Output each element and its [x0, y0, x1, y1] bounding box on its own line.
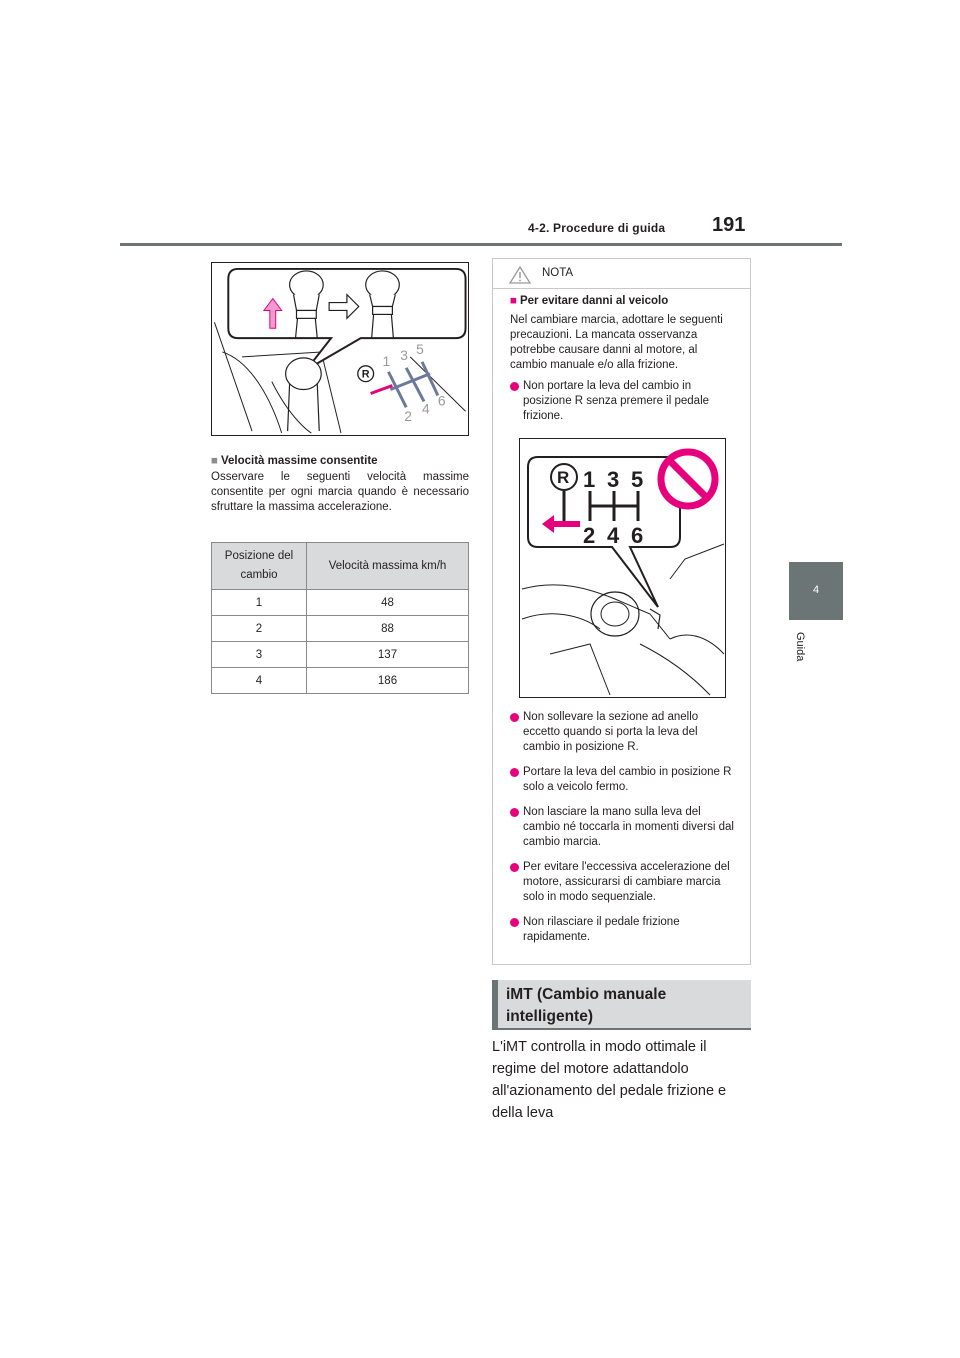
- svg-text:5: 5: [416, 340, 424, 357]
- svg-text:2: 2: [404, 408, 412, 425]
- table-row: 1 48: [212, 590, 469, 616]
- square-bullet-icon: ■: [510, 295, 517, 307]
- table-header-gear: Posizione del cambio: [212, 543, 307, 590]
- note-title: NOTA: [542, 267, 574, 279]
- page-number: 191: [712, 214, 746, 236]
- note-bullet: Per evitare l'eccessiva accelerazione del motore, assicurarsi di cambiare marcia solo in modo sequenziale.: [510, 860, 736, 905]
- bullet-dot-icon: [510, 808, 519, 817]
- svg-text:3: 3: [607, 467, 620, 492]
- svg-text:5: 5: [631, 467, 644, 492]
- bullet-dot-icon: [510, 713, 519, 722]
- table-row: 3 137: [212, 642, 469, 668]
- svg-text:R: R: [557, 468, 570, 487]
- svg-text:6: 6: [437, 392, 446, 409]
- imt-heading: iMT (Cambio manuale intelligente): [492, 980, 751, 1030]
- reverse-warning-figure: [519, 438, 726, 698]
- reverse-warning-illustration: [520, 439, 725, 697]
- bullet-dot-icon: [510, 768, 519, 777]
- header-rule: [120, 243, 842, 246]
- table-header-speed: Velocità massima km/h: [307, 543, 469, 590]
- chapter-tab[interactable]: [789, 562, 843, 620]
- note-bullet: Portare la leva del cambio in posizione R solo a veicolo fermo.: [510, 765, 736, 795]
- bullet-dot-icon: [510, 382, 519, 391]
- note-bullet: Non rilasciare il pedale frizione rapidamente.: [510, 915, 736, 945]
- speed-section-heading: ■ Velocità massime consentite: [211, 455, 378, 467]
- warning-triangle-icon: [509, 266, 531, 284]
- svg-text:R: R: [361, 368, 370, 381]
- speed-section-description: Osservare le seguenti velocità massime consentite per ogni marcia quando è necessario sfruttare la massima accelerazione.: [211, 471, 469, 513]
- chapter-label: Guida: [794, 632, 806, 662]
- chapter-number: 4: [812, 584, 820, 596]
- imt-description: L'iMT controlla in modo ottimale il regime del motore adattandolo all'azionamento del pedale frizione e della leva: [492, 1039, 727, 1121]
- note-bullet: Non portare la leva del cambio in posizione R senza premere il pedale frizione.: [510, 379, 736, 424]
- svg-text:4: 4: [422, 400, 430, 417]
- table-row: 2 88: [212, 616, 469, 642]
- gear-lever-figure: [211, 262, 469, 436]
- section-title: 4-2. Procedure di guida: [528, 221, 666, 235]
- svg-text:1: 1: [382, 352, 391, 369]
- note-heading: ■ Per evitare danni al veicolo: [510, 295, 669, 307]
- bullet-dot-icon: [510, 918, 519, 927]
- note-intro: Nel cambiare marcia, adottare le seguenti precauzioni. La mancata osservanza potrebbe causare danni al motore, al cambio manuale e/o alla frizione.: [510, 314, 723, 371]
- svg-text:2: 2: [583, 523, 596, 548]
- table-row: 4 186: [212, 668, 469, 694]
- svg-text:3: 3: [400, 346, 409, 363]
- bullet-dot-icon: [510, 863, 519, 872]
- note-box: [492, 258, 751, 965]
- note-bullet: Non sollevare la sezione ad anello eccetto quando si porta la leva del cambio in posizione R.: [510, 710, 736, 755]
- note-bullet: Non lasciare la mano sulla leva del cambio né toccarla in momenti diversi dal cambio marcia.: [510, 805, 736, 850]
- gear-lever-illustration: [212, 263, 468, 435]
- svg-text:1: 1: [583, 467, 596, 492]
- svg-text:4: 4: [607, 523, 620, 548]
- max-speed-table: [211, 542, 469, 694]
- square-bullet-icon: ■: [211, 455, 218, 467]
- svg-text:6: 6: [631, 523, 644, 548]
- note-header: [493, 259, 750, 289]
